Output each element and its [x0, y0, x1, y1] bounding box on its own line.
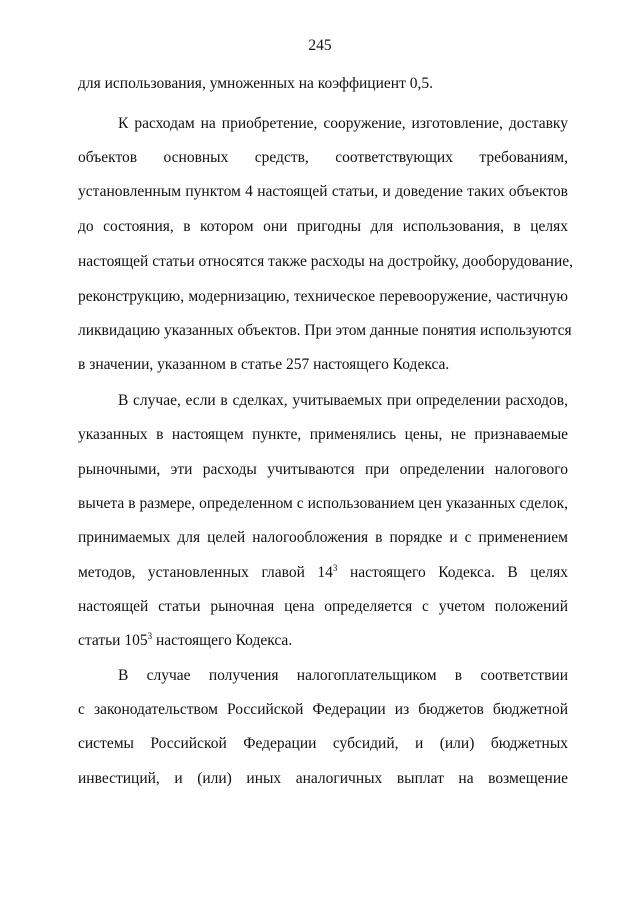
paragraph-first-line: В случае получения налогоплательщиком в соответствии	[118, 667, 568, 684]
text-line: системы Российской Федерации субсидий, и (или) бюджетных	[78, 735, 568, 752]
superscript: 3	[332, 563, 338, 573]
paragraph-first-line: В случае, если в сделках, учитываемых при определении расходов,	[118, 392, 568, 409]
text-line: объектов основных средств, соответствующих требованиям,	[78, 149, 568, 166]
text-line: ликвидацию указанных объектов. При этом данные понятия используются	[78, 322, 572, 339]
text-line: вычета в размере, определенном с использованием цен указанных сделок,	[78, 495, 568, 512]
page-number: 245	[308, 37, 332, 54]
superscript: 3	[147, 631, 153, 641]
text-line-with-superscript	[78, 563, 568, 583]
text-line: указанных в настоящем пункте, применялись цены, не признаваемые	[78, 426, 568, 443]
text-fragment: статьи 105	[78, 632, 148, 649]
text-line-with-superscript	[78, 631, 568, 651]
text-line: в значении, указанном в статье 257 настоящего Кодекса.	[78, 356, 450, 373]
text-line: настоящей статьи относятся также расходы на достройку, дооборудование,	[78, 253, 573, 270]
text-line: установленным пунктом 4 настоящей статьи, и доведение таких объектов	[78, 183, 568, 200]
text-line: принимаемых для целей налогообложения в порядке и с применением	[78, 529, 568, 546]
text-line: инвестиций, и (или) иных аналогичных выплат на возмещение	[78, 770, 568, 787]
text-line: до состояния, в котором они пригодны для использования, в целях	[78, 218, 568, 235]
paragraph-first-line: К расходам на приобретение, сооружение, изготовление, доставку	[118, 115, 568, 132]
text-line: настоящей статьи рыночная цена определяется с учетом положений	[78, 598, 568, 615]
text-line: рыночными, эти расходы учитываются при определении налогового	[78, 461, 568, 478]
text-fragment: настоящего Кодекса.	[152, 632, 293, 649]
text-line: с законодательством Российской Федерации из бюджетов бюджетной	[78, 701, 568, 718]
text-fragment: настоящего Кодекса. В целях	[349, 564, 569, 581]
text-line: реконструкцию, модернизацию, техническое перевооружение, частичную	[78, 288, 568, 305]
text-fragment: методов, установленных главой 14	[78, 564, 333, 581]
text-line: для использования, умноженных на коэффициент 0,5.	[78, 75, 433, 92]
